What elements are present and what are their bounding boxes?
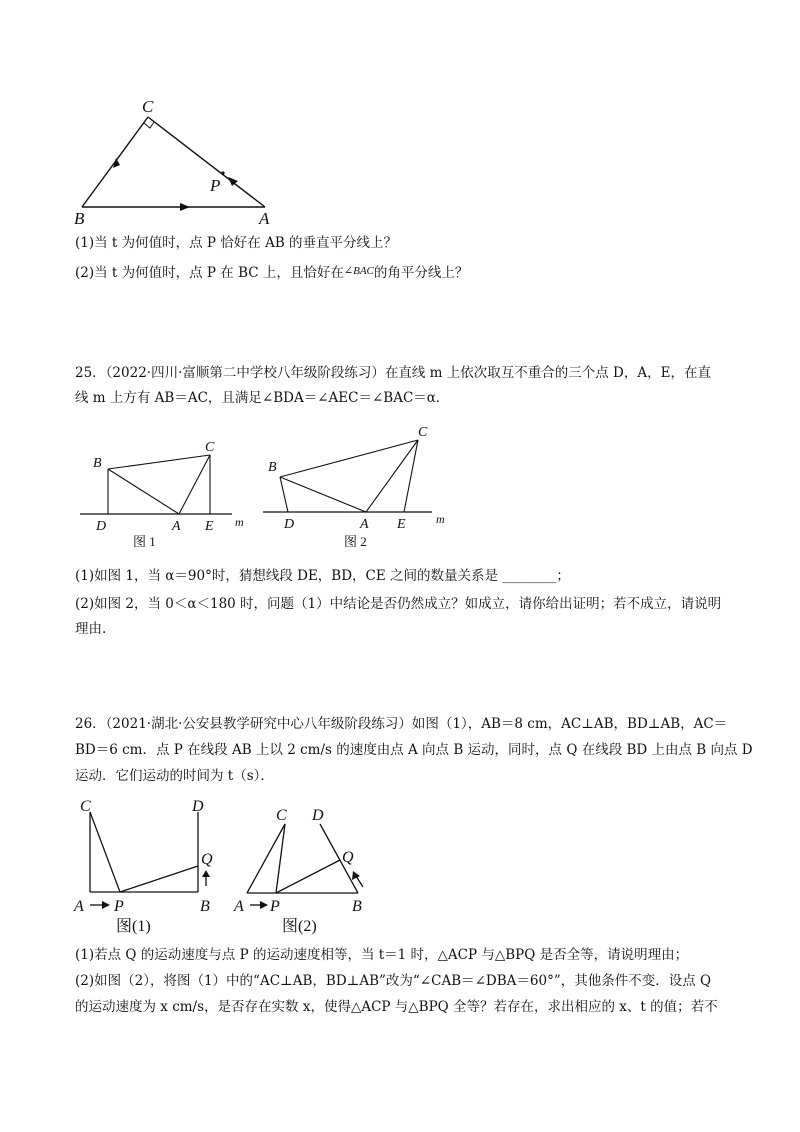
segment-bc [108, 455, 210, 469]
label-c: C [142, 97, 154, 116]
arrow-upleft-icon [352, 871, 360, 880]
q24-part2 [75, 261, 468, 283]
segment-cp [90, 812, 120, 892]
arrow-up-icon [202, 870, 210, 877]
q25-line1: 25．（2022·四川·富顺第二中学校八年级阶段练习）在直线 m 上依次取互不重合的三个点 D，A，E，在直 [75, 365, 711, 381]
label-a: A [74, 898, 84, 915]
label-c: C [418, 425, 428, 440]
caption-fig2: 图 2 [344, 534, 367, 549]
q26-part2-line1: (2)如图（2），将图（1）中的“AC⊥AB，BD⊥AB”改为“∠CAB＝∠DBA＝60°”，其他条件不变．设点 Q [75, 973, 712, 989]
arrow-right-icon [102, 901, 110, 909]
q26-line3: 运动．它们运动的时间为 t（s）． [75, 768, 274, 784]
segment-pq [120, 866, 198, 892]
caption-fig2: 图(2) [282, 918, 317, 935]
q24-part1: (1)当 t 为何值时，点 P 恰好在 AB 的垂直平分线上？ [75, 235, 398, 251]
figure-q26-fig1 [70, 790, 235, 940]
figure-q26-fig2 [230, 800, 380, 940]
segment-ba [280, 477, 366, 512]
segment-ce [404, 440, 418, 512]
right-angle-mark [144, 122, 154, 128]
figure-q24-triangle [60, 90, 290, 230]
segment-bd [280, 477, 288, 512]
label-b: B [200, 898, 210, 915]
q25-part2-line2: 理由. [75, 621, 107, 637]
q26-part1: (1)若点 Q 的运动速度与点 P 的运动速度相等，当 t＝1 时，△ACP 与△BPQ 是否全等，请说明理由； [75, 947, 689, 963]
q25-part2-line1: (2)如图 2，当 0＜α＜180 时，问题（1）中结论是否仍然成立？如成立，请你给出证明；若不成立，请说明 [75, 596, 722, 612]
point-p-dot [221, 171, 224, 174]
q26-line2: BD＝6 cm．点 P 在线段 AB 上以 2 cm/s 的速度由点 A 向点 B 运动，同时，点 Q 在线段 BD 上由点 B 向点 D [75, 742, 753, 758]
segment-ac [179, 455, 210, 514]
arrow-upleft-shaft [356, 876, 363, 887]
label-d: D [192, 798, 204, 815]
label-b: B [352, 898, 362, 915]
label-q: Q [342, 849, 354, 866]
label-e: E [397, 517, 406, 532]
figure-q25-fig1 [78, 435, 253, 550]
caption-fig1: 图(1) [116, 918, 151, 935]
segment-ba [108, 469, 179, 514]
q25-part1: (1)如图 1，当 α＝90°时，猜想线段 DE，BD，CE 之间的数量关系是 ________； [75, 568, 570, 584]
label-q: Q [201, 851, 213, 868]
label-m: m [436, 512, 445, 526]
label-p: P [270, 898, 280, 915]
label-a: A [259, 209, 270, 228]
label-a: A [234, 898, 244, 915]
segment-ca [148, 117, 265, 207]
label-p: P [114, 898, 124, 915]
segment-pq [276, 860, 340, 893]
label-d: D [96, 519, 107, 534]
label-c: C [276, 807, 287, 824]
q25-line2: 线 m 上方有 AB＝AC，且满足∠BDA＝∠AEC＝∠BAC＝α． [75, 390, 450, 406]
q24-part2-angle: ∠BAC [343, 265, 374, 277]
label-e: E [205, 519, 214, 534]
arrow-icon [180, 203, 190, 211]
segment-cp [276, 824, 285, 893]
label-a: A [360, 517, 369, 532]
q24-part2-pre: (2)当 t 为何值时，点 P 在 BC 上，且恰好在 [75, 265, 344, 281]
label-m: m [235, 515, 244, 529]
label-a: A [172, 519, 181, 534]
segment-ac [366, 440, 418, 512]
q26-part2-line2: 的运动速度为 x cm/s，是否存在实数 x，使得△ACP 与△BPQ 全等？若存在，求出相应的 x、t 的值；若不 [75, 999, 718, 1015]
label-d: D [284, 517, 295, 532]
q26-line1: 26．（2021·湖北·公安县教学研究中心八年级阶段练习）如图（1），AB＝8 cm，AC⊥AB，BD⊥AB，AC＝ [75, 716, 728, 732]
arrow-right-icon [260, 901, 268, 909]
q24-part2-post: 的角平分线上？ [373, 265, 469, 281]
label-b: B [93, 456, 102, 471]
caption-fig1: 图 1 [133, 534, 156, 549]
label-d: D [312, 807, 324, 824]
label-b: B [74, 209, 85, 228]
label-c: C [205, 440, 215, 455]
label-b: B [268, 460, 277, 475]
figure-q25-fig2 [260, 420, 460, 550]
segment-bc [280, 440, 418, 477]
label-c: C [80, 798, 91, 815]
segment-ac [247, 824, 285, 893]
label-p: P [210, 176, 221, 195]
